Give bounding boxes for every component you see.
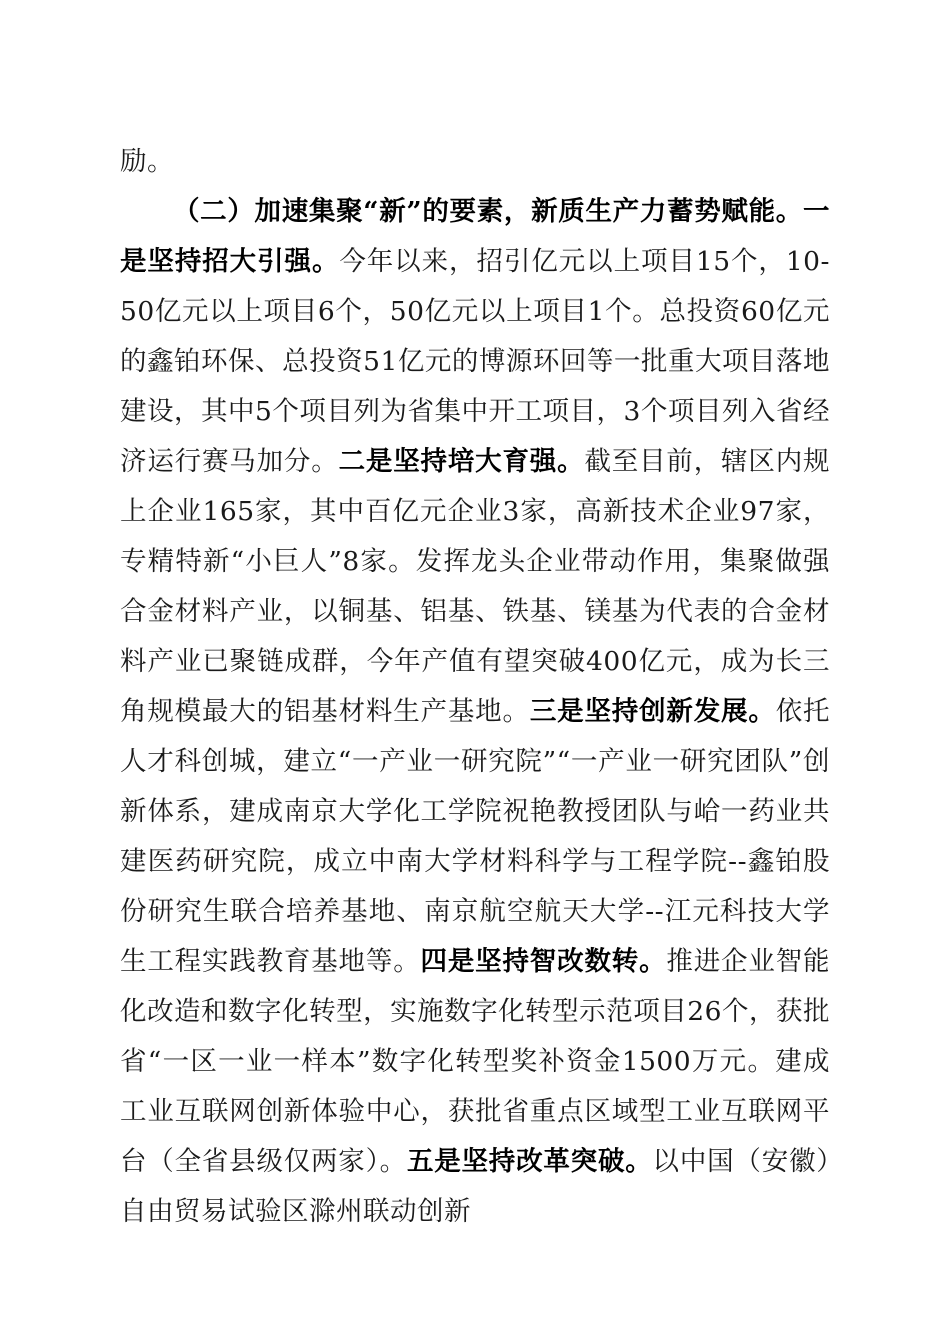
point-three-text: 依托人才科创城，建立“一产业一研究院”“一产业一研究团队”创新体系，建成南京大学化工学院祝艳教授团队与峆一药业共建医药研究院，成立中南大学材料科学与工程学院--鑫铂股份研究生联合培养基地、南京航空航天大学--江元科技大学生工程实践教育基地等。 bbox=[120, 696, 831, 977]
continuation-text: 励。 bbox=[120, 146, 174, 177]
document-body bbox=[120, 137, 830, 1237]
point-two-label: 二是坚持培大育强。 bbox=[338, 446, 585, 477]
point-four-label: 四是坚持智改数转。 bbox=[420, 946, 667, 977]
point-two-text: 截至目前，辖区内规上企业165家，其中百亿元企业3家，高新技术企业97家，专精特新“小巨人”8家。发挥龙头企业带动作用，集聚做强合金材料产业，以铜基、铝基、铁基、镁基为代表的合金材料产业已聚链成群，今年产值有望突破400亿元，成为长三角规模最大的铝基材料生产基地。 bbox=[120, 446, 831, 727]
point-five-label: 五是坚持改革突破。 bbox=[406, 1146, 653, 1177]
point-one-text: 今年以来，招引亿元以上项目15个，10-50亿元以上项目6个，50亿元以上项目1个。总投资60亿元的鑫铂环保、总投资51亿元的博源环回等一批重大项目落地建设，其中5个项目列为省集中开工项目，3个项目列入省经济运行赛马加分。 bbox=[120, 246, 830, 477]
point-three-label: 三是坚持创新发展。 bbox=[529, 696, 776, 727]
point-five-text: 以中国（安徽）自由贸易试验区滁州联动创新 bbox=[120, 1146, 831, 1227]
point-four-text: 推进企业智能化改造和数字化转型，实施数字化转型示范项目26个，获批省“一区一业一样本”数字化转型奖补资金1500万元。建成工业互联网创新体验中心，获批省重点区域型工业互联网平台（全省县级仅两家）。 bbox=[120, 946, 831, 1177]
paragraph-continuation bbox=[120, 137, 830, 187]
section-heading: （二）加速集聚“新”的要素，新质生产力蓄势赋能。 bbox=[173, 196, 803, 227]
point-one-label: 一是坚持招大引强。 bbox=[120, 196, 830, 277]
paragraph-section-two bbox=[120, 187, 830, 1237]
